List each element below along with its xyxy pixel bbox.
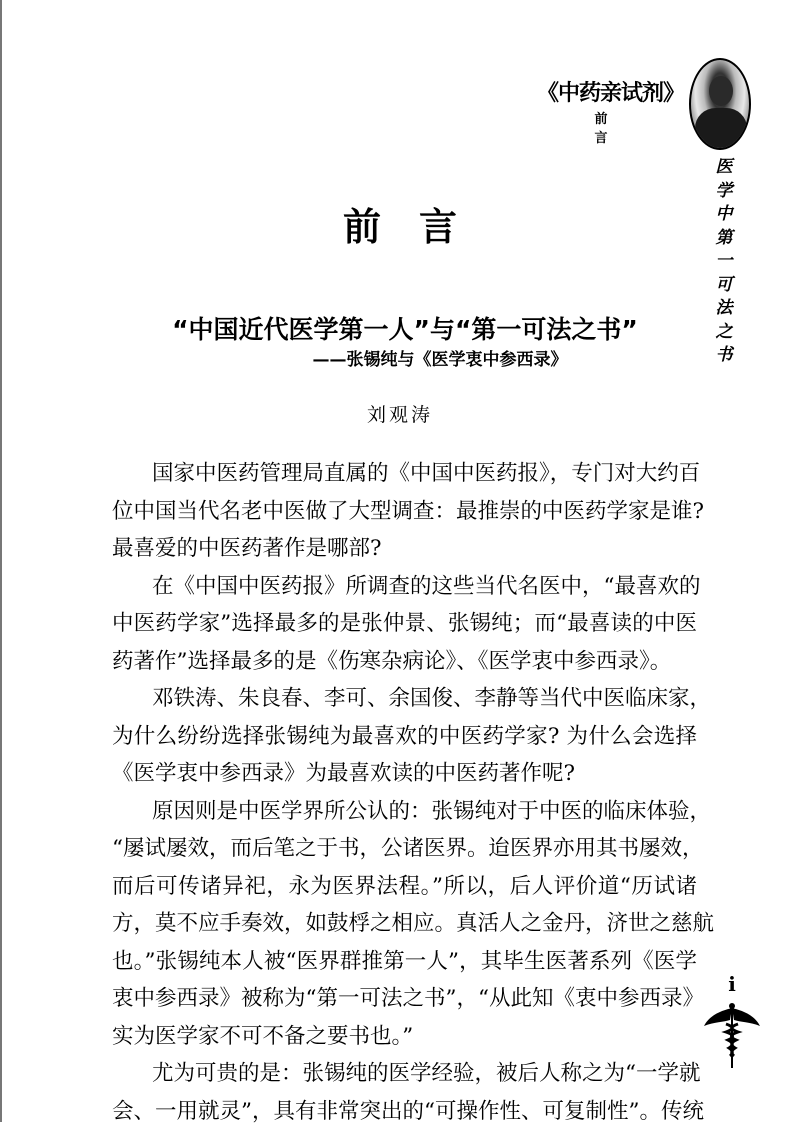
vertical-caption-char: 法 [713,297,735,321]
body-line: 位中国当代名老中医做了大型调查：最推崇的中医药学家是谁? [112,493,697,531]
body-line: 原因则是中医学界所公认的：张锡纯对于中医的临床体验， [112,793,697,831]
vertical-caption-char: 学 [713,180,735,204]
page-number: i [722,972,742,996]
body-line: 会、一用就灵”，具有非常突出的“可操作性、可复制性”。传统 [112,1093,697,1130]
body-line: 药著作”选择最多的是《伤寒杂病论》、《医学衷中参西录》。 [112,643,697,681]
running-header-section: 前 言 [575,108,645,146]
body-line: 方，莫不应手奏效，如鼓桴之相应。真活人之金丹，济世之慈航 [112,905,697,943]
body-line: 而后可传诸异祀，永为医界法程。”所以，后人评价道“历试诸 [112,868,697,906]
body-line: 邓铁涛、朱良春、李可、余国俊、李静等当代中医临床家， [112,680,697,718]
article-subtitle: ——张锡纯与《医学衷中参西录》 [200,345,680,370]
vertical-caption-char: 一 [713,250,735,274]
page-edge [0,0,2,1122]
vertical-caption-char: 医 [713,156,735,180]
body-line: 为什么纷纷选择张锡纯为最喜欢的中医药学家? 为什么会选择 [112,718,697,756]
page-title: 前言 [300,196,500,251]
body-line: 在《中国中医药报》所调查的这些当代名医中，“最喜欢的 [112,568,697,606]
body-line: 尤为可贵的是：张锡纯的医学经验，被后人称之为“一学就 [112,1055,697,1093]
article-title: “中国近代医学第一人”与“第一可法之书” [100,310,710,346]
body-line: 衷中参西录》被称为“第一可法之书”，“从此知《衷中参西录》 [112,980,697,1018]
body-line: 《医学衷中参西录》为最喜欢读的中医药著作呢? [112,755,697,793]
caduceus-icon [702,1000,762,1070]
author-name: 刘观涛 [300,400,500,427]
body-line: “屡试屡效，而后笔之于书，公诸医界。迨医界亦用其书屡效， [112,830,697,868]
vertical-caption-char: 中 [713,203,735,227]
body-line: 实为医学家不可不备之要书也。” [112,1018,697,1056]
running-header-book-title: 《中药亲试剂》 [528,76,693,107]
vertical-caption-char: 之 [713,321,735,345]
vertical-calligraphy-caption [713,156,735,368]
vertical-caption-char: 书 [713,344,735,368]
vertical-caption-char: 第 [713,227,735,251]
body-line: 国家中医药管理局直属的《中国中医药报》，专门对大约百 [112,455,697,493]
body-text [112,455,697,1130]
body-line: 最喜爱的中医药著作是哪部? [112,530,697,568]
body-line: 也。”张锡纯本人被“医界群推第一人”，其毕生医著系列《医学 [112,943,697,981]
vertical-caption-char: 可 [713,274,735,298]
author-portrait [689,58,751,150]
body-line: 中医药学家”选择最多的是张仲景、张锡纯；而“最喜读的中医 [112,605,697,643]
